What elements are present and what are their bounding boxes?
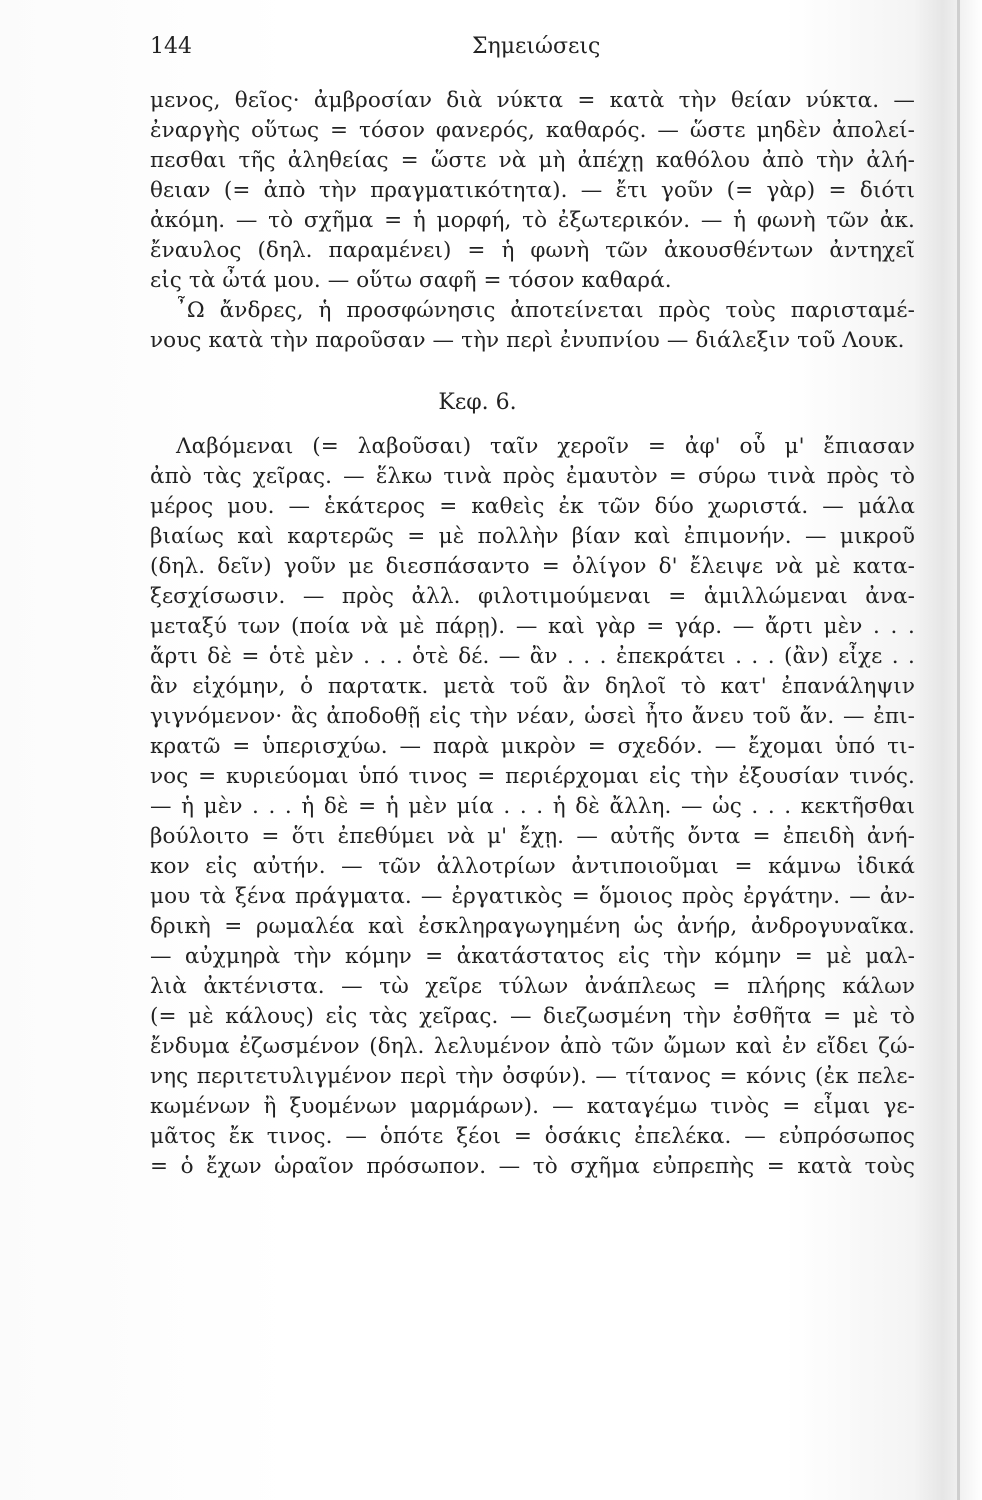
text-line: ξεσχίσωσιν. — πρὸς ἀλλ. φιλοτιμούμεναι = ἁμιλλώμεναι ἀνα-: [150, 584, 915, 609]
text-line: ἄρτι δὲ = ὁτὲ μὲν . . . ὁτὲ δέ. — ἂν . . . ἐπεκράτει . . . (ἂν) εἶχε . .: [150, 644, 915, 669]
text-line: λιὰ ἀκτένιστα. — τὼ χεῖρε τύλων ἀνάπλεως = πλήρης κάλων: [150, 974, 915, 999]
text-line: ἐναργὴς οὕτως = τόσον φανερός, καθαρός. — ὥστε μηδὲν ἀπολεί-: [150, 118, 915, 143]
text-line: μενος, θεῖος· ἀμβροσίαν διὰ νύκτα = κατὰ τὴν θείαν νύκτα. —: [150, 88, 915, 113]
running-title: Σημειώσεις: [472, 34, 601, 59]
text-line: ἔναυλος (δηλ. παραμένει) = ἡ φωνὴ τῶν ἀκουσθέντων ἀντηχεῖ: [150, 238, 915, 263]
text-line: — αὐχμηρὰ τὴν κόμην = ἀκατάστατος εἰς τὴν κόμην = μὲ μαλ-: [150, 944, 915, 969]
text-line: ῏Ω ἄνδρες, ἡ προσφώνησις ἀποτείνεται πρὸς τοὺς παρισταμέ-: [176, 298, 915, 323]
text-line: βιαίως καὶ καρτερῶς = μὲ πολλὴν βίαν καὶ ἐπιμονήν. — μικροῦ: [150, 524, 915, 549]
page-header: [150, 34, 895, 66]
text-line: Λαβόμεναι (= λαβοῦσαι) ταῖν χεροῖν = ἀφ' οὗ μ' ἔπιασαν: [176, 434, 915, 459]
text-line: βούλοιτο = ὅτι ἐπεθύμει νὰ μ' ἔχῃ. — αὐτῆς ὄντα = ἐπειδὴ ἀνή-: [150, 824, 915, 849]
text-body: [150, 86, 915, 1182]
text-line: νος = κυριεύομαι ὑπό τινος = περιέρχομαι εἰς τὴν ἐξουσίαν τινός.: [150, 764, 915, 789]
text-line: ἂν εἰχόμην, ὁ παρτατκ. μετὰ τοῦ ἂν δηλοῖ τὸ κατ' ἐπανάληψιν: [150, 674, 915, 699]
text-line: μου τὰ ξένα πράγματα. — ἐργατικὸς = ὅμοιος πρὸς ἐργάτην. — ἀν-: [150, 884, 915, 909]
text-line: νης περιτετυλιγμένον περὶ τὴν ὀσφύν). — τίτανος = κόνις (ἐκ πελε-: [150, 1064, 915, 1089]
text-line: μεταξύ των (ποία νὰ μὲ πάρῃ). — καὶ γὰρ = γάρ. — ἄρτι μὲν . . .: [150, 614, 915, 639]
text-line: μᾶτος ἔκ τινος. — ὁπότε ξέοι = ὁσάκις ἐπελέκα. — εὐπρόσωπος: [150, 1124, 915, 1149]
text-line: — ἡ μὲν . . . ἡ δὲ = ἡ μὲν μία . . . ἡ δὲ ἄλλη. — ὡς . . . κεκτῆσθαι: [150, 794, 915, 819]
page-spine-shadow: [957, 0, 960, 1500]
text-line: ἀκόμη. — τὸ σχῆμα = ἡ μορφή, τὸ ἐξωτερικόν. — ἡ φωνὴ τῶν ἀκ.: [150, 208, 915, 233]
text-line: κον εἰς αὐτήν. — τῶν ἀλλοτρίων ἀντιποιοῦμαι = κάμνω ἰδικά: [150, 854, 915, 879]
text-line: κρατῶ = ὑπερισχύω. — παρὰ μικρὸν = σχεδόν. — ἔχομαι ὑπό τι-: [150, 734, 915, 759]
text-line: πεσθαι τῆς ἀληθείας = ὥστε νὰ μὴ ἀπέχῃ καθόλου ἀπὸ τὴν ἀλή-: [150, 148, 915, 173]
page-number: 144: [150, 34, 192, 59]
text-line: ἔνδυμα ἐζωσμένον (δηλ. λελυμένον ἀπὸ τῶν ὤμων καὶ ἐν εἴδει ζώ-: [150, 1034, 915, 1059]
text-line: νους κατὰ τὴν παροῦσαν — τὴν περὶ ἐνυπνίου — διάλεξιν τοῦ Λουκ.: [150, 328, 905, 353]
text-line: = ὁ ἔχων ὡραῖον πρόσωπον. — τὸ σχῆμα εὐπρεπὴς = κατὰ τοὺς: [150, 1154, 915, 1179]
text-line: θειαν (= ἀπὸ τὴν πραγματικότητα). — ἔτι γοῦν (= γὰρ) = διότι: [150, 178, 915, 203]
text-line: μέρος μου. — ἑκάτερος = καθεὶς ἐκ τῶν δύο χωριστά. — μάλα: [150, 494, 915, 519]
text-line: εἰς τὰ ὦτά μου. — οὕτω σαφῆ = τόσον καθαρά.: [150, 268, 672, 293]
chapter-heading: Κεφ. 6.: [438, 390, 517, 415]
text-line: ἀπὸ τὰς χεῖρας. — ἕλκω τινὰ πρὸς ἐμαυτὸν = σύρω τινὰ πρὸς τὸ: [150, 464, 915, 489]
text-line: (= μὲ κάλους) εἰς τὰς χεῖρας. — διεζωσμένη τὴν ἐσθῆτα = μὲ τὸ: [150, 1004, 915, 1029]
text-line: δρικὴ = ρωμαλέα καὶ ἐσκληραγωγημένη ὡς ἀνήρ, ἀνδρογυναῖκα.: [150, 914, 915, 939]
text-line: κωμένων ἢ ξυομένων μαρμάρων). — καταγέμω τινὸς = εἶμαι γε-: [150, 1094, 915, 1119]
text-line: (δηλ. δεῖν) γοῦν με διεσπάσαντο = ὀλίγον δ' ἔλειψε νὰ μὲ κατα-: [150, 554, 915, 579]
text-line: γιγνόμενον· ἂς ἀποδοθῇ εἰς τὴν νέαν, ὡσεὶ ἦτο ἄνευ τοῦ ἄν. — ἐπι-: [150, 704, 915, 729]
